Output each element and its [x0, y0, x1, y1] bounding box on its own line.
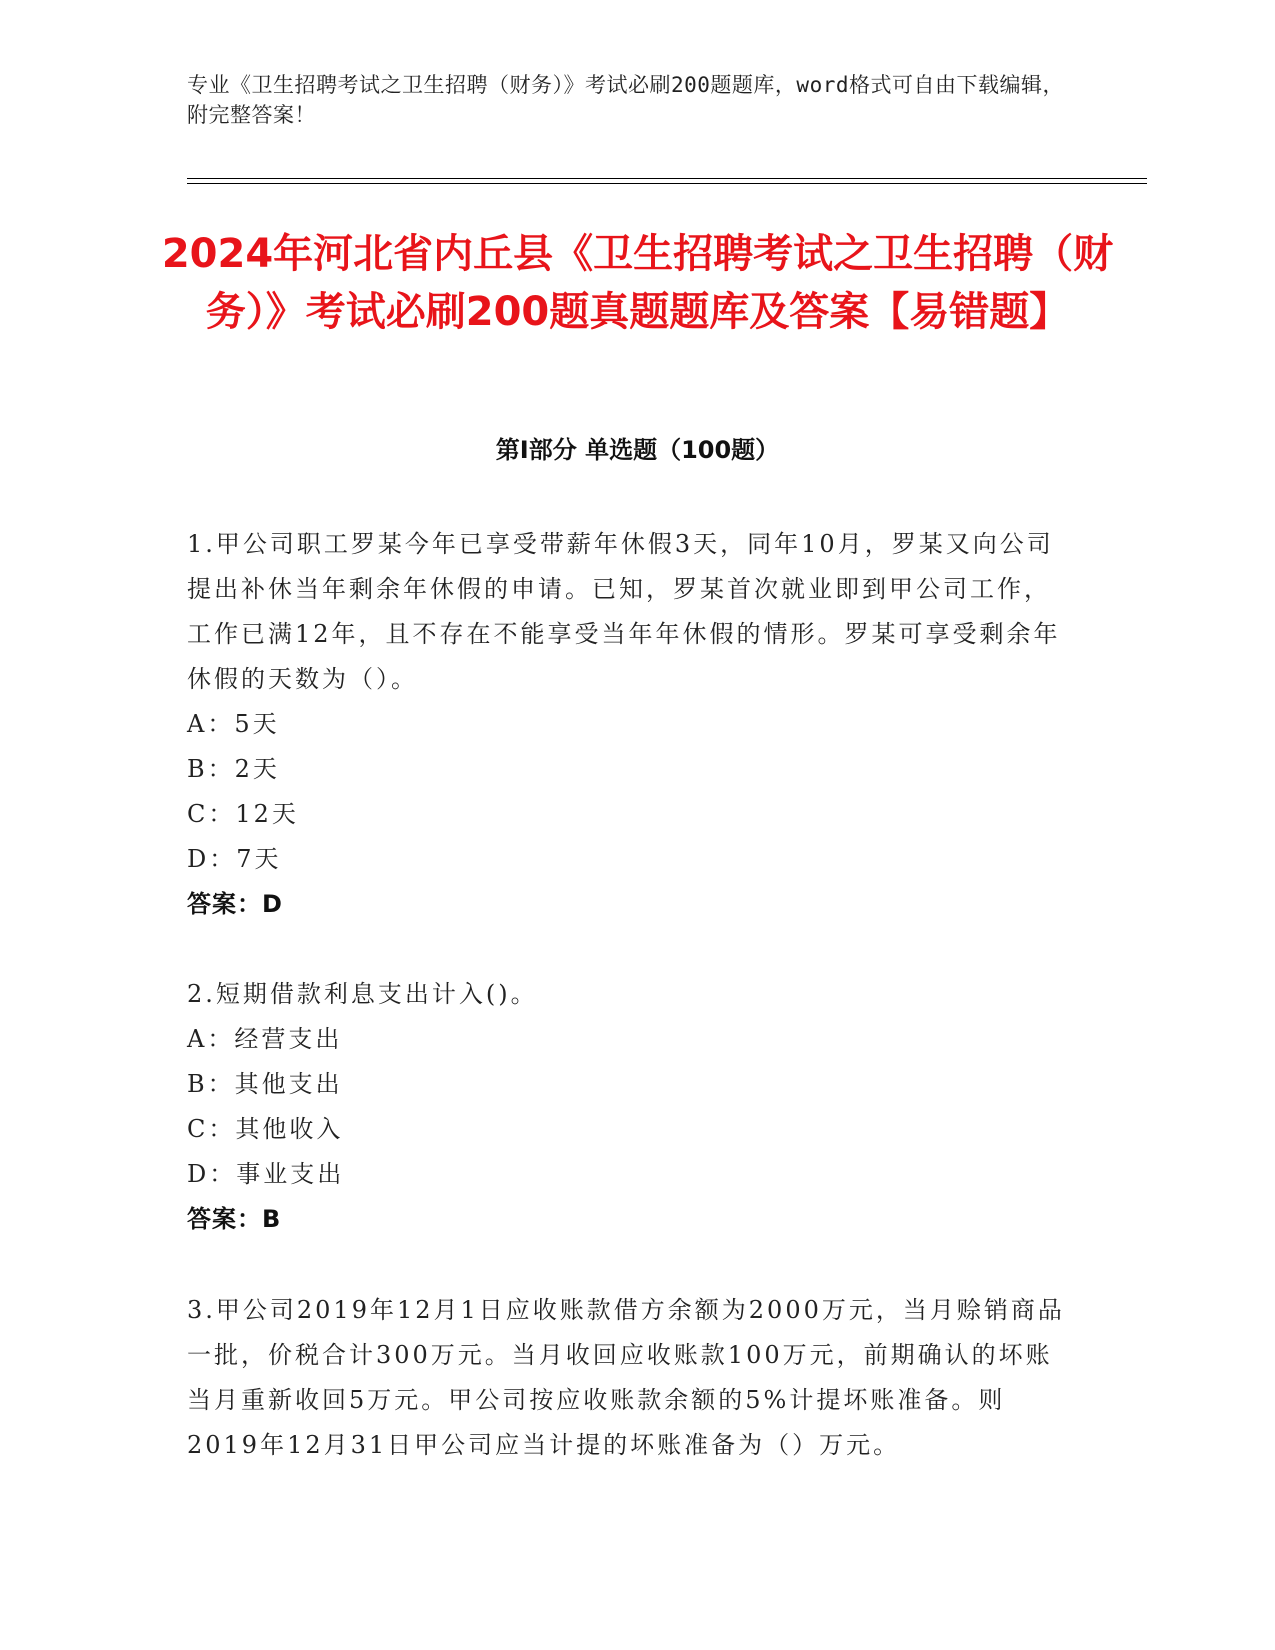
option-d: D：事业支出 — [187, 1160, 345, 1188]
option-b: B：2天 — [187, 755, 280, 783]
question-text: 2.短期借款利息支出计入()。 — [187, 980, 538, 1008]
document-title: 2024年河北省内丘县《卫生招聘考试之卫生招聘（财务）》考试必刷200题真题题库及答案【易错题】 — [161, 231, 1114, 335]
question-text: 1.甲公司职工罗某今年已享受带薪年休假3天，同年10月，罗某又向公司提出补休当年剩余年休假的申请。已知，罗某首次就业即到甲公司工作，工作已满12年，且不存在不能享受当年年休假的情形。罗某可享受剩余年休假的天数为（）。 — [187, 530, 1061, 693]
question-text: 3.甲公司2019年12月1日应收账款借方余额为2000万元，当月赊销商品一批，价税合计300万元。当月收回应收账款100万元，前期确认的坏账当月重新收回5万元。甲公司按应收账款余额的5%计提坏账准备。则2019年12月31日甲公司应当计提的坏账准备为（）万元。 — [187, 1296, 1065, 1459]
option-c: C：其他收入 — [187, 1115, 344, 1143]
option-c: C：12天 — [187, 800, 299, 828]
header-divider-bottom — [187, 183, 1147, 184]
answer: 答案：B — [187, 1205, 282, 1233]
question-1 — [187, 522, 1067, 927]
option-a: A：经营支出 — [187, 1025, 343, 1053]
header-note: 专业《卫生招聘考试之卫生招聘（财务）》考试必刷200题题库，word格式可自由下载编辑，附完整答案！ — [187, 73, 1064, 127]
answer: 答案：D — [187, 890, 283, 918]
question-2 — [187, 972, 1067, 1242]
option-a: A：5天 — [187, 710, 280, 738]
option-d: D：7天 — [187, 845, 282, 873]
header-divider-top — [187, 178, 1147, 179]
section-title: 第I部分 单选题（100题） — [495, 436, 780, 464]
option-b: B：其他支出 — [187, 1070, 343, 1098]
question-3 — [187, 1288, 1067, 1468]
